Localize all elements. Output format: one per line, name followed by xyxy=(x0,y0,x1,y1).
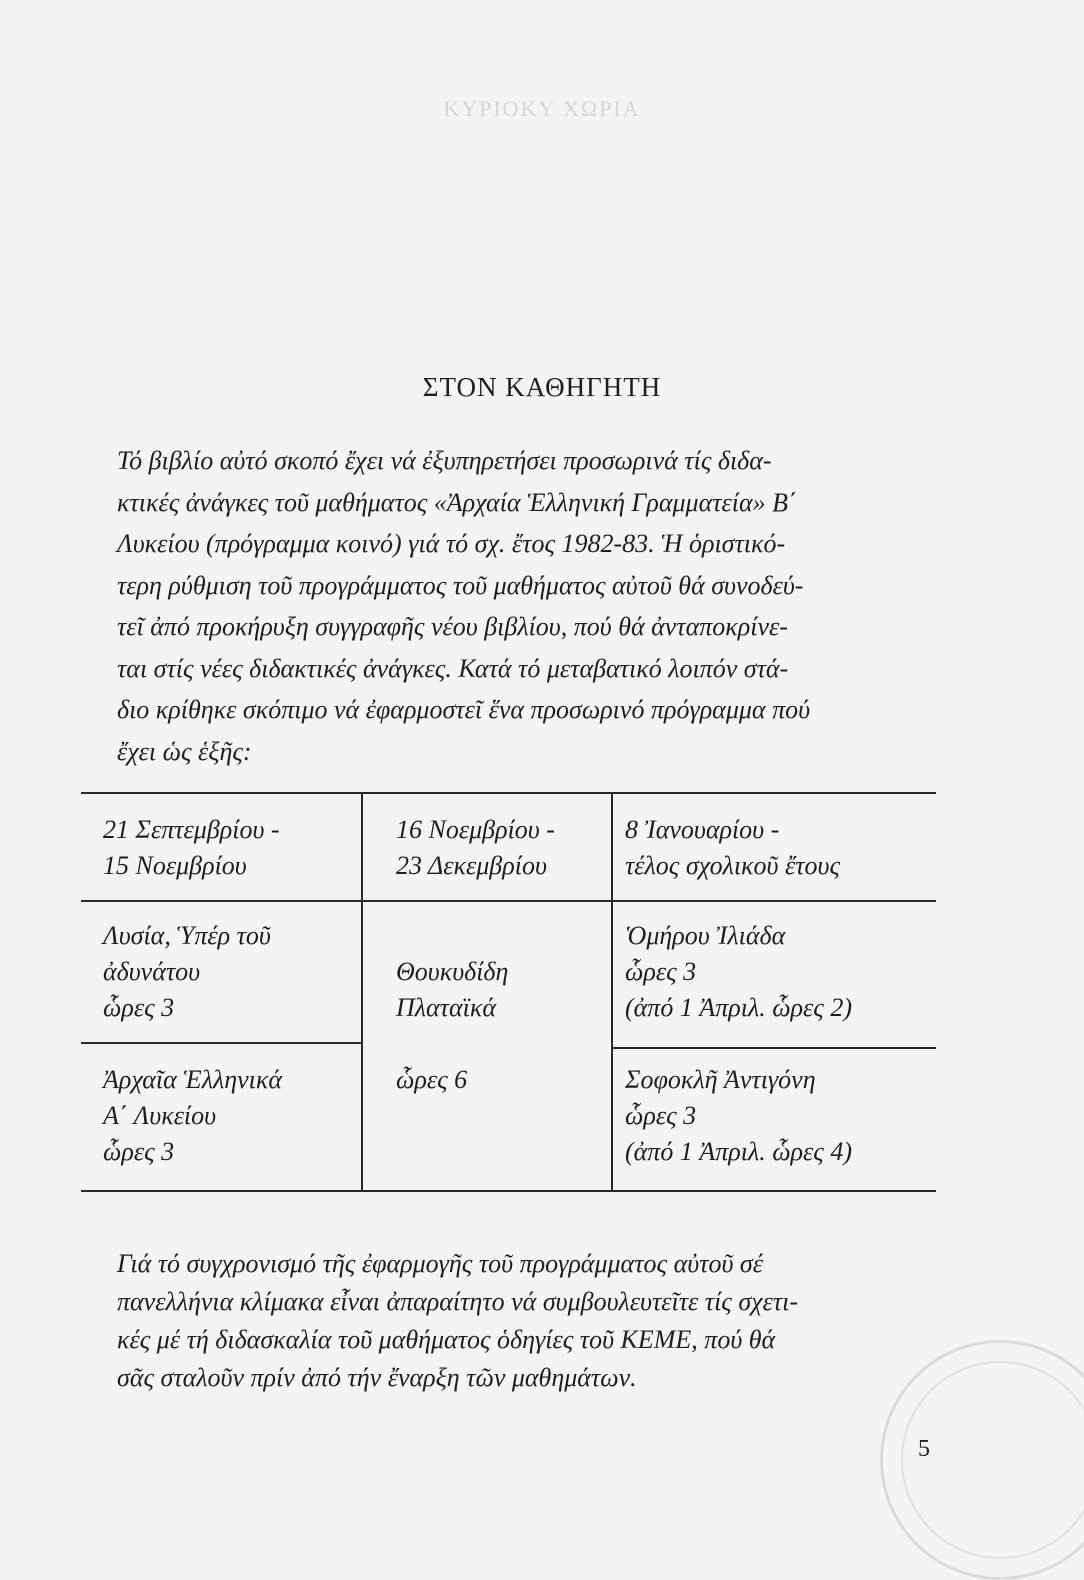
page-title: ΣΤΟΝ ΚΑΘΗΓΗΤΗ xyxy=(422,372,662,402)
cell-line: Ὁμήρου Ἰλιάδα xyxy=(625,921,786,950)
cell-line: Λυσία, Ὑπέρ τοῦ xyxy=(103,921,271,950)
cell-line: Θουκυδίδη xyxy=(396,957,509,986)
header-line: τέλος σχολικοῦ ἔτους xyxy=(625,851,841,880)
cell-line: ὧρες 3 xyxy=(625,1101,697,1130)
intro-line: κτικές ἀνάγκες τοῦ μαθήματος «Ἀρχαία Ἑλληνική Γραμματεία» Β΄ xyxy=(117,487,797,517)
cell-archaia xyxy=(103,1062,282,1170)
header-line: 21 Σεπτεμβρίου - xyxy=(103,815,280,844)
cell-line: ὧρες 3 xyxy=(103,993,175,1022)
cell-iliad xyxy=(625,918,852,1026)
bleed-through-header: ΚΥΡΙΟΚΥ ΧΩΡΙΑ xyxy=(443,96,641,121)
header-period-3 xyxy=(625,812,840,884)
cell-line: Πλαταϊκά xyxy=(396,993,496,1022)
outro-line: Γιά τό συγχρονισμό τῆς ἐφαρμογῆς τοῦ προγράμματος αὐτοῦ σέ xyxy=(117,1249,763,1278)
table-bottom-rule xyxy=(81,1190,936,1192)
cell-line: Σοφοκλῆ Ἀντιγόνη xyxy=(625,1065,816,1094)
cell-line: Α΄ Λυκείου xyxy=(103,1101,217,1130)
table-header-rule xyxy=(81,900,936,902)
header-period-1 xyxy=(103,812,280,884)
cell-antigone xyxy=(625,1062,852,1170)
intro-line: ἔχει ὡς ἑξῆς: xyxy=(117,736,252,766)
intro-line: τερη ρύθμιση τοῦ προγράμματος τοῦ μαθήματος αὐτοῦ θά συνοδεύ- xyxy=(117,570,804,600)
header-period-2 xyxy=(396,812,555,884)
intro-line: διο κρίθηκε σκόπιμο νά ἐφαρμοστεῖ ἕνα προσωρινό πρόγραμμα πού xyxy=(117,695,811,724)
cell-line: ὧρες 3 xyxy=(625,957,697,986)
cell-line: (ἀπό 1 Ἀπριλ. ὧρες 2) xyxy=(625,993,852,1022)
intro-line: Τό βιβλίο αὐτό σκοπό ἔχει νά ἐξυπηρετήσει προσωρινά τίς διδα- xyxy=(117,446,772,475)
outro-line: σᾶς σταλοῦν πρίν ἀπό τήν ἔναρξη τῶν μαθημάτων. xyxy=(117,1363,637,1392)
intro-line: ται στίς νέες διδακτικές ἀνάγκες. Κατά τό μεταβατικό λοιπόν στά- xyxy=(117,653,789,683)
header-line: 16 Νοεμβρίου - xyxy=(396,815,555,844)
intro-line: Λυκείου (πρόγραμμα κοινό) γιά τό σχ. ἔτος 1982-83. Ἡ ὁριστικό- xyxy=(117,529,786,558)
intro-line: τεῖ ἀπό προκήρυξη συγγραφῆς νέου βιβλίου, πού θά ἀνταποκρίνε- xyxy=(117,612,788,641)
header-line: 15 Νοεμβρίου xyxy=(103,851,247,880)
col1-split-rule xyxy=(81,1042,361,1044)
cell-thucydides-hours xyxy=(396,1062,467,1098)
col3-split-rule xyxy=(611,1047,936,1049)
header-line: 23 Δεκεμβρίου xyxy=(396,851,547,880)
table-top-rule xyxy=(81,792,936,794)
outro-line: πανελλήνια κλίμακα εἶναι ἀπαραίτητο νά συμβουλευτεῖτε τίς σχετι- xyxy=(117,1287,799,1316)
outro-line: κές μέ τή διδασκαλία τοῦ μαθήματος ὁδηγίες τοῦ ΚΕΜΕ, πού θά xyxy=(117,1325,776,1354)
column-divider-2 xyxy=(611,792,613,1192)
cell-line: ὧρες 6 xyxy=(396,1065,468,1094)
cell-lysias xyxy=(103,918,271,1026)
cell-thucydides xyxy=(396,954,508,1026)
cell-line: (ἀπό 1 Ἀπριλ. ὧρες 4) xyxy=(625,1137,852,1166)
page-number: 5 xyxy=(918,1436,930,1462)
header-line: 8 Ἰανουαρίου - xyxy=(625,815,780,844)
closing-paragraph xyxy=(117,1245,947,1397)
column-divider-1 xyxy=(361,792,363,1192)
cell-line: ὧρες 3 xyxy=(103,1137,175,1166)
intro-paragraph xyxy=(117,440,947,772)
schedule-table xyxy=(81,792,936,1192)
cell-line: Ἀρχαῖα Ἑλληνικά xyxy=(103,1065,283,1094)
cell-line: ἀδυνάτου xyxy=(103,957,201,986)
